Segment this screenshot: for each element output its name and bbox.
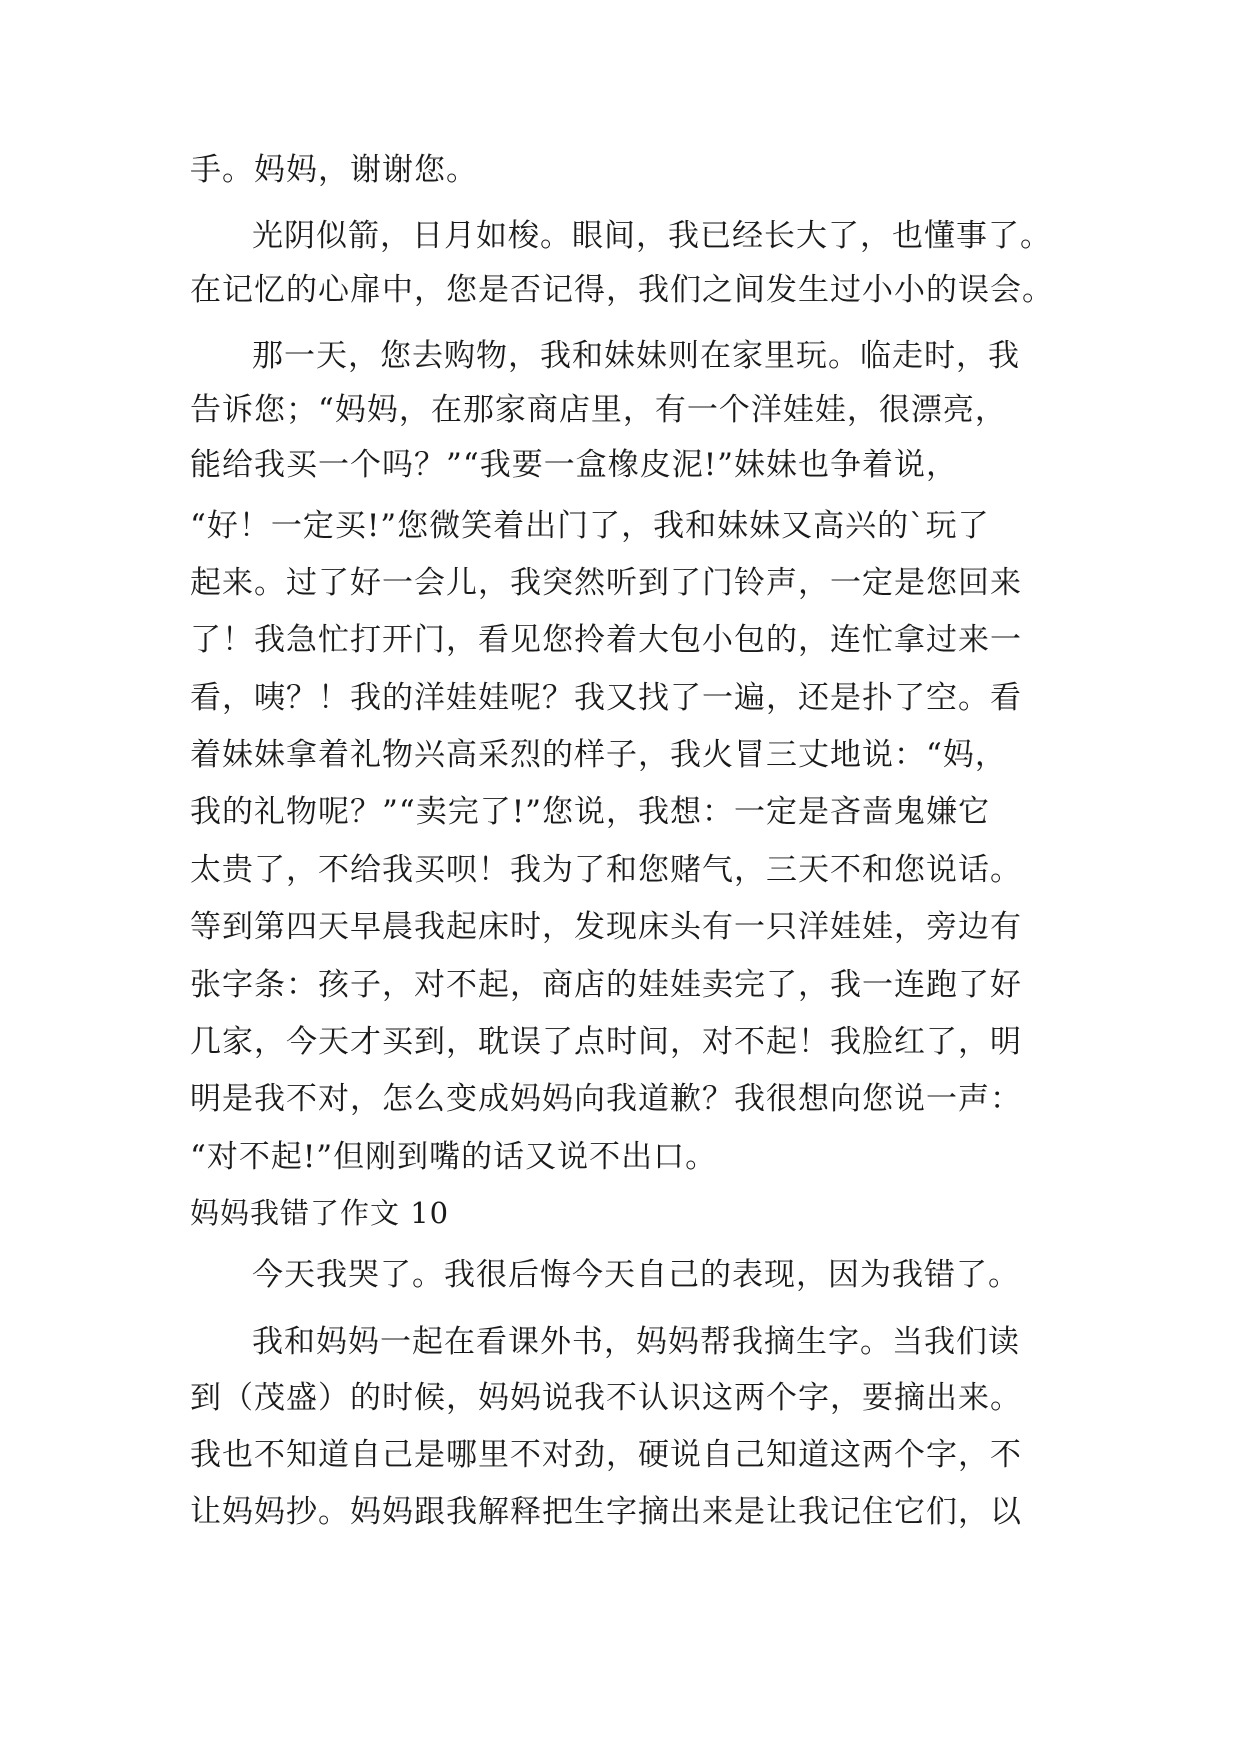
text-line: “对不起!”但刚到嘴的话又说不出口。 xyxy=(190,1139,718,1175)
paragraph-first-line: 今天我哭了。我很后悔今天自己的表现，因为我错了。 xyxy=(252,1257,1020,1293)
text-line: “好！一定买!”您微笑着出门了，我和妹妹又高兴的`玩了 xyxy=(190,508,990,544)
text-line: 起来。过了好一会儿，我突然听到了门铃声，一定是您回来 xyxy=(190,565,1022,601)
text-line: 张字条：孩子，对不起，商店的娃娃卖完了，我一连跑了好 xyxy=(190,967,1022,1003)
text-line: 了！我急忙打开门，看见您拎着大包小包的，连忙拿过来一 xyxy=(190,622,1022,658)
text-line: 看，咦？！我的洋娃娃呢？我又找了一遍，还是扑了空。看 xyxy=(190,680,1022,716)
text-line: 着妹妹拿着礼物兴高采烈的样子，我火冒三丈地说：“妈， xyxy=(190,737,1007,773)
text-line: 几家，今天才买到，耽误了点时间，对不起！我脸红了，明 xyxy=(190,1024,1022,1060)
paragraph-first-line: 我和妈妈一起在看课外书，妈妈帮我摘生字。当我们读 xyxy=(252,1324,1020,1360)
text-line: 能给我买一个吗？”“我要一盒橡皮泥!”妹妹也争着说， xyxy=(190,447,958,483)
text-line: 等到第四天早晨我起床时，发现床头有一只洋娃娃，旁边有 xyxy=(190,909,1022,945)
paragraph-first-line: 那一天，您去购物，我和妹妹则在家里玩。临走时，我 xyxy=(252,338,1020,374)
text-line: 到（茂盛）的时候，妈妈说我不认识这两个字，要摘出来。 xyxy=(190,1380,1022,1416)
text-line: 我的礼物呢？”“卖完了!”您说，我想：一定是吝啬鬼嫌它 xyxy=(190,794,990,830)
text-line: 明是我不对，怎么变成妈妈向我道歉？我很想向您说一声： xyxy=(190,1081,1022,1117)
paragraph-first-line: 光阴似箭，日月如梭。眼间，我已经长大了，也懂事了。 xyxy=(252,218,1052,254)
section-heading: 妈妈我错了作文 10 xyxy=(190,1196,450,1230)
text-line: 我也不知道自己是哪里不对劲，硬说自己知道这两个字，不 xyxy=(190,1437,1022,1473)
text-line: 太贵了，不给我买呗！我为了和您赌气，三天不和您说话。 xyxy=(190,852,1022,888)
text-line: 在记忆的心扉中，您是否记得，我们之间发生过小小的误会。 xyxy=(190,272,1054,308)
text-line: 让妈妈抄。妈妈跟我解释把生字摘出来是让我记住它们，以 xyxy=(190,1494,1022,1530)
text-line: 手。妈妈，谢谢您。 xyxy=(190,152,478,188)
text-line: 告诉您；“妈妈，在那家商店里，有一个洋娃娃，很漂亮， xyxy=(190,392,1007,428)
